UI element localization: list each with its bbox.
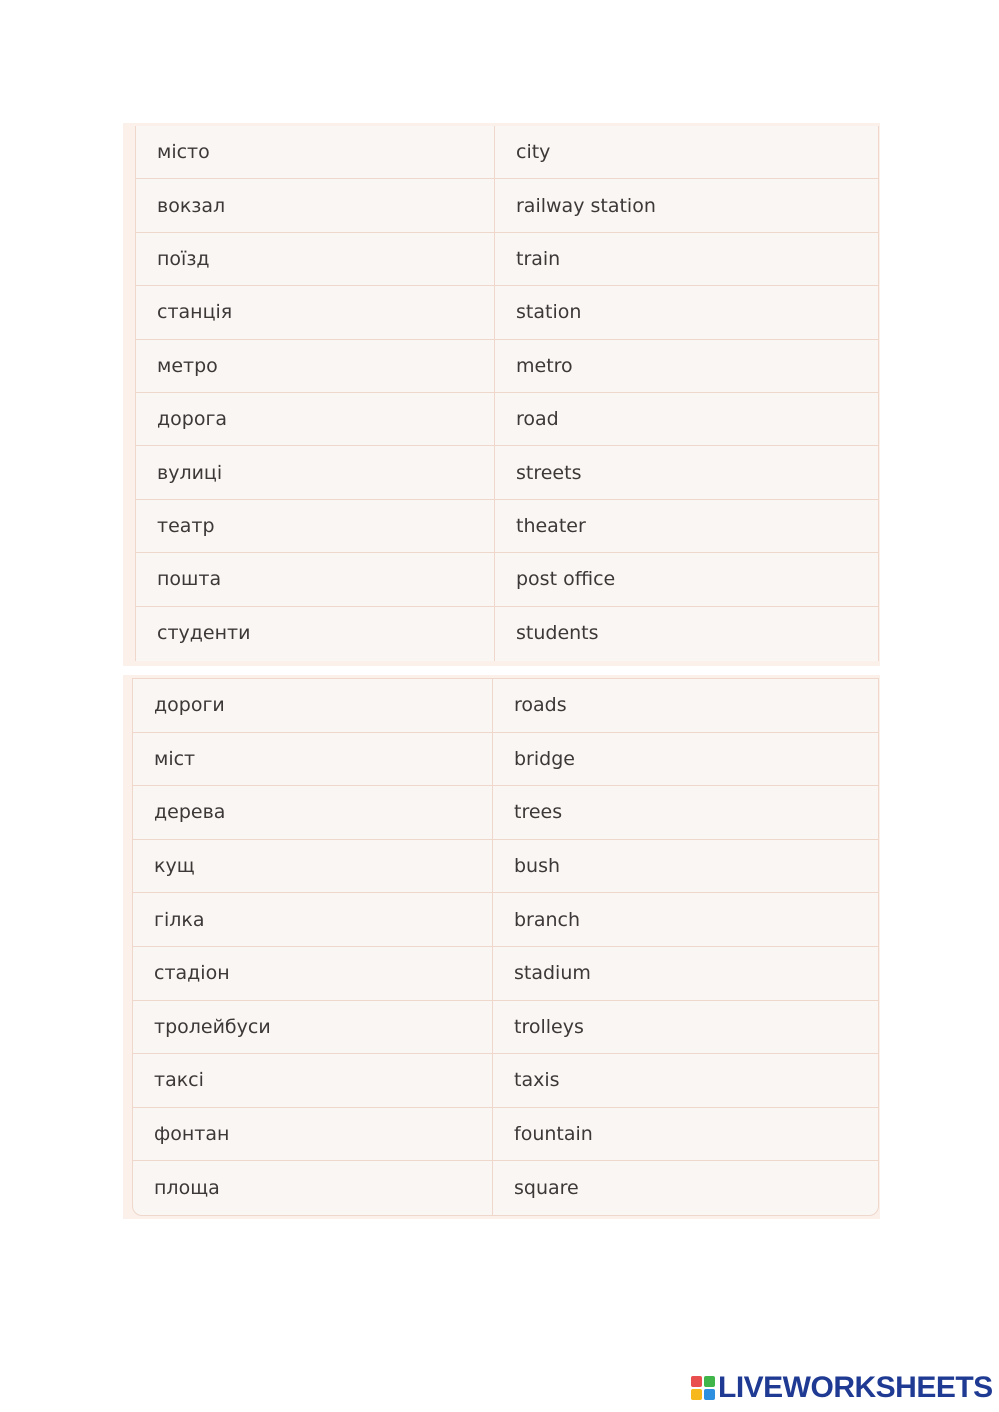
english-translation: bush: [514, 855, 561, 878]
ukrainian-word: площа: [154, 1176, 220, 1199]
vocabulary-table-2-frame: [123, 675, 880, 1219]
table-row: [133, 733, 878, 787]
ukrainian-word: театр: [157, 514, 215, 537]
ukrainian-word: місто: [157, 141, 210, 164]
english-translation: branch: [514, 908, 581, 931]
liveworksheets-logo[interactable]: [691, 1373, 993, 1403]
table-row: [136, 607, 878, 659]
english-translation: metro: [516, 354, 573, 377]
logo-text: LIVEWORKSHEETS: [718, 1371, 993, 1404]
vocabulary-table-2: [132, 678, 879, 1216]
vocabulary-table-1: [135, 126, 879, 661]
english-translation: fountain: [514, 1123, 593, 1146]
ukrainian-word: стадіон: [154, 962, 230, 985]
english-translation: train: [516, 247, 561, 270]
english-translation: station: [516, 301, 582, 324]
ukrainian-word: дорога: [157, 408, 228, 431]
table-row: [133, 1161, 878, 1214]
table-row: [136, 500, 878, 553]
table-row: [136, 233, 878, 286]
table-row: [133, 786, 878, 840]
ukrainian-word: вокзал: [157, 194, 226, 217]
ukrainian-word: станція: [157, 301, 233, 324]
ukrainian-word: таксі: [154, 1069, 204, 1092]
english-translation: city: [516, 141, 551, 164]
table-row: [133, 893, 878, 947]
ukrainian-word: міст: [154, 747, 196, 770]
table-row: [136, 179, 878, 232]
ukrainian-word: метро: [157, 354, 218, 377]
english-translation: theater: [516, 514, 586, 537]
ukrainian-word: дерева: [154, 801, 226, 824]
table-row: [136, 446, 878, 499]
table-row: [133, 679, 878, 733]
english-translation: railway station: [516, 194, 656, 217]
english-translation: bridge: [514, 747, 575, 770]
table-row: [133, 1054, 878, 1108]
ukrainian-word: поїзд: [157, 247, 210, 270]
table-row: [133, 1001, 878, 1055]
table-row: [136, 553, 878, 606]
english-translation: post office: [516, 568, 616, 591]
ukrainian-word: гілка: [154, 908, 205, 931]
english-translation: streets: [516, 461, 582, 484]
ukrainian-word: вулиці: [157, 461, 223, 484]
table-row: [136, 340, 878, 393]
ukrainian-word: дороги: [154, 694, 225, 717]
english-translation: trees: [514, 801, 563, 824]
table-row: [136, 286, 878, 339]
ukrainian-word: тролейбуси: [154, 1015, 271, 1038]
english-translation: trolleys: [514, 1015, 584, 1038]
table-row: [136, 126, 878, 179]
english-translation: stadium: [514, 962, 591, 985]
table-row: [136, 393, 878, 446]
table-row: [133, 840, 878, 894]
liveworksheets-logo-icon: [691, 1376, 715, 1400]
ukrainian-word: фонтан: [154, 1123, 230, 1146]
english-translation: taxis: [514, 1069, 560, 1092]
ukrainian-word: пошта: [157, 568, 222, 591]
vocabulary-table-1-frame: [123, 123, 880, 666]
table-row: [133, 1108, 878, 1162]
ukrainian-word: кущ: [154, 855, 195, 878]
ukrainian-word: студенти: [157, 621, 251, 644]
table-row: [133, 947, 878, 1001]
english-translation: road: [516, 408, 559, 431]
english-translation: square: [514, 1176, 579, 1199]
english-translation: students: [516, 621, 599, 644]
english-translation: roads: [514, 694, 567, 717]
